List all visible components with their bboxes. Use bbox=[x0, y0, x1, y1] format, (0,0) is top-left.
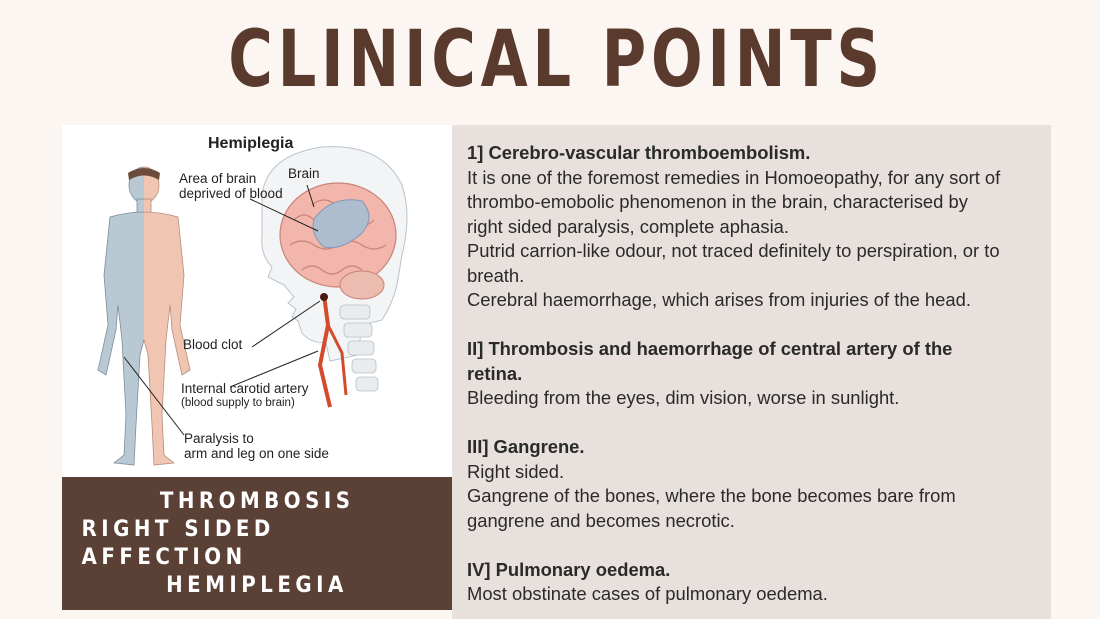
section-heading: IV] Pulmonary oedema. bbox=[467, 558, 671, 580]
body-brain-illustration bbox=[62, 125, 452, 477]
section-heading: retina. bbox=[467, 362, 523, 384]
section-heading: III] Gangrene. bbox=[467, 436, 585, 457]
label-area-brain: Area of brain bbox=[179, 171, 257, 186]
section-line: It is one of the foremost remedies in Homoeopathy, for any sort of bbox=[467, 166, 1001, 188]
section-line: Gangrene of the bones, where the bone becomes bare from bbox=[467, 485, 956, 506]
caption-line-1: THROMBOSIS bbox=[159, 488, 355, 514]
caption-line-3: HEMIPLEGIA bbox=[166, 572, 348, 598]
clinical-points-text bbox=[467, 141, 1042, 607]
label-paralysis: Paralysis to bbox=[184, 431, 254, 446]
label-blood-clot: Blood clot bbox=[183, 337, 243, 352]
section-line: Right sided. bbox=[467, 460, 565, 482]
caption-box bbox=[62, 477, 452, 610]
section-line: gangrene and becomes necrotic. bbox=[467, 509, 735, 531]
section-line: Putrid carrion-like odour, not traced definitely to perspiration, or to bbox=[467, 240, 1000, 261]
page-title: CLINICAL POINTS bbox=[228, 15, 885, 105]
label-carotid-sub: (blood supply to brain) bbox=[181, 397, 295, 409]
section-line: Cerebral haemorrhage, which arises from injuries of the head. bbox=[467, 289, 971, 310]
section-heading: 1] Cerebro-vascular thromboembolism. bbox=[467, 142, 811, 163]
illustration-heading: Hemiplegia bbox=[208, 135, 294, 152]
label-deprived-blood: deprived of blood bbox=[179, 186, 283, 201]
section-line: Bleeding from the eyes, dim vision, worse in sunlight. bbox=[467, 387, 900, 408]
hemiplegia-illustration bbox=[62, 125, 452, 477]
section-heading: II] Thrombosis and haemorrhage of central artery of the bbox=[467, 338, 953, 359]
label-carotid-artery: Internal carotid artery bbox=[181, 381, 309, 396]
section-line: Most obstinate cases of pulmonary oedema. bbox=[467, 583, 828, 604]
section-line: thrombo-emobolic phenomenon in the brain, characterised by bbox=[467, 191, 968, 212]
clinical-points-panel bbox=[452, 125, 1051, 619]
label-paralysis-sides: arm and leg on one side bbox=[184, 446, 329, 461]
label-brain: Brain bbox=[288, 166, 320, 181]
section-line: right sided paralysis, complete aphasia. bbox=[467, 215, 790, 237]
caption-line-2: RIGHT SIDED AFFECTION bbox=[81, 516, 275, 570]
section-line: breath. bbox=[467, 264, 525, 286]
